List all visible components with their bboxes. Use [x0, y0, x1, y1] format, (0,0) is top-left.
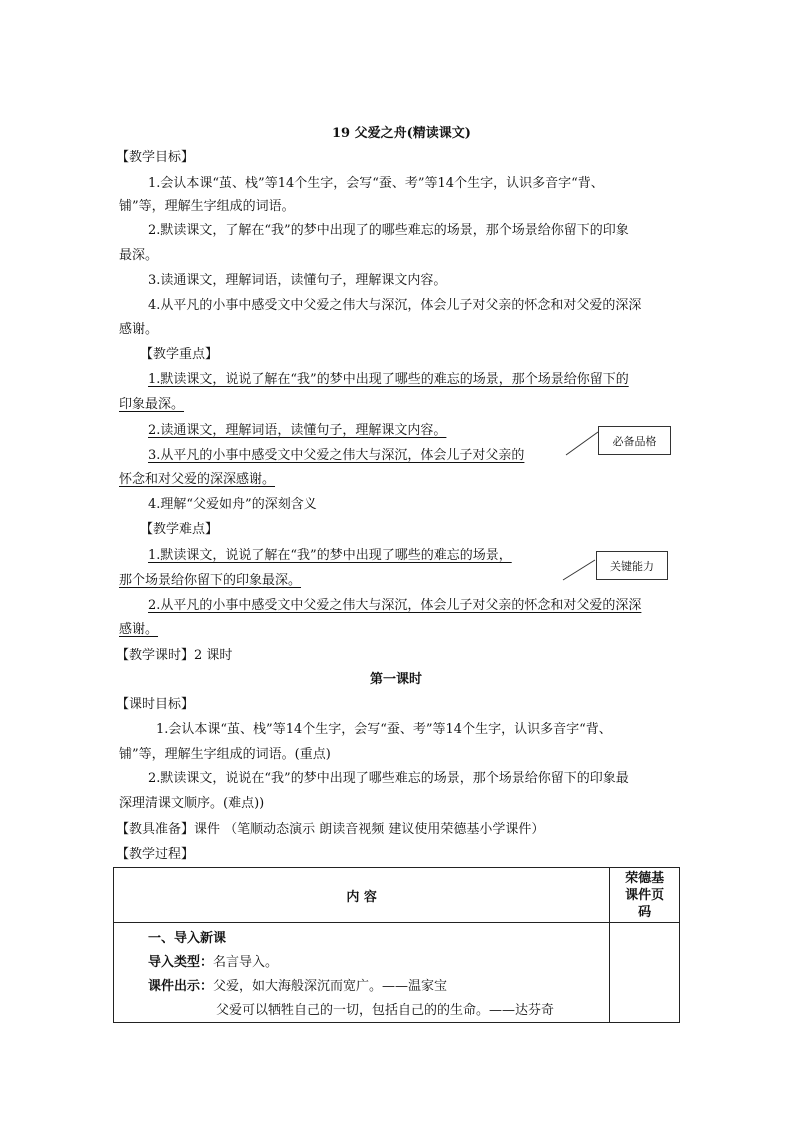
- process-table: [113, 867, 680, 1023]
- difficulty-line: 1.默读课文，说说了解在“我”的梦中出现了哪些的难忘的场景，: [148, 548, 512, 563]
- key-line: 2.读通课文，理解词语，读懂句子，理解课文内容。: [148, 423, 447, 438]
- callout-key-ability: 关键能力: [596, 551, 668, 580]
- key-header: 【教学重点】: [140, 347, 219, 362]
- key-line: 1.默读课文，说说了解在“我”的梦中出现了哪些的难忘的场景，那个场景给你留下的: [148, 372, 629, 387]
- goal-line: 3.读通课文，理解词语，读懂句子，理解课文内容。: [148, 273, 447, 288]
- lesson-hours-value: 2 课时: [194, 648, 233, 663]
- goal-line: 最深。: [119, 248, 159, 263]
- goals-header: 【教学目标】: [116, 150, 195, 165]
- difficulty-line: 那个场景给你留下的印象最深。: [119, 573, 302, 588]
- difficulty-line: 2.从平凡的小事中感受文中父爱之伟大与深沉，体会儿子对父亲的怀念和对父爱的深深: [148, 598, 642, 613]
- table-header-row: [114, 868, 680, 923]
- intro-type: 导入类型：名言导入。: [148, 955, 279, 970]
- process-header: 【教学过程】: [116, 847, 195, 862]
- difficulty-header: 【教学难点】: [140, 522, 219, 537]
- lesson-goal-line: 深理清课文顺序。(难点)): [119, 796, 265, 811]
- page-title: 19 父爱之舟(精读课文): [332, 126, 471, 141]
- callout-connector-ability: [563, 560, 595, 580]
- lesson-goal-line: 1.会认本课“茧、栈”等14个生字，会写“蚕、考”等14个生字，认识多音字“背、: [156, 722, 612, 737]
- lesson-goal-line: 铺”等，理解生字组成的词语。(重点): [119, 747, 331, 762]
- difficulty-line: 感谢。: [119, 622, 159, 637]
- intro-quote-2: 父爱可以牺牲自己的一切，包括自己的的生命。——达芬奇: [216, 1003, 555, 1018]
- table-row: [114, 923, 680, 1023]
- key-line: 印象最深。: [119, 397, 185, 412]
- goal-line: 感谢。: [119, 322, 159, 337]
- key-line: 3.从平凡的小事中感受文中父爱之伟大与深沉，体会儿子对父亲的: [148, 448, 525, 463]
- key-line: 4.理解“父爱如舟”的深刻含义: [148, 497, 317, 512]
- teaching-tools-value: 课件 （笔顺动态演示 朗读音视频 建议使用荣德基小学课件）: [194, 822, 545, 837]
- lesson-goal-line: 2.默读课文，说说在“我”的梦中出现了哪些难忘的场景，那个场景给你留下的印象最: [148, 771, 629, 786]
- callout-connector-essential: [566, 432, 598, 455]
- goal-line: 2.默读课文，了解在“我”的梦中出现了的哪些难忘的场景，那个场景给你留下的印象: [148, 223, 629, 238]
- callout-essential-character: 必备品格: [598, 426, 671, 455]
- intro-cell: [114, 923, 610, 1023]
- courseware-page-header: 荣德基 课件页 码: [610, 868, 680, 923]
- intro-title: 一、导入新课: [148, 931, 227, 946]
- lesson-hours-label: 【教学课时】: [116, 648, 195, 663]
- courseware-page-cell: [610, 923, 680, 1023]
- key-line: 怀念和对父爱的深深感谢。: [119, 472, 276, 487]
- first-lesson-heading: 第一课时: [370, 672, 423, 687]
- teaching-tools-label: 【教具准备】: [116, 822, 195, 837]
- goal-line: 铺”等，理解生字组成的词语。: [119, 199, 295, 214]
- lesson-goals-header: 【课时目标】: [116, 697, 195, 712]
- intro-courseware: 课件出示：父爱，如大海般深沉而宽广。——温家宝: [148, 979, 448, 994]
- content-header: 内 容: [114, 868, 610, 923]
- goal-line: 1.会认本课“茧、栈”等14个生字，会写“蚕、考”等14个生字，认识多音字“背、: [148, 176, 604, 191]
- goal-line: 4.从平凡的小事中感受文中父爱之伟大与深沉，体会儿子对父亲的怀念和对父爱的深深: [148, 298, 642, 313]
